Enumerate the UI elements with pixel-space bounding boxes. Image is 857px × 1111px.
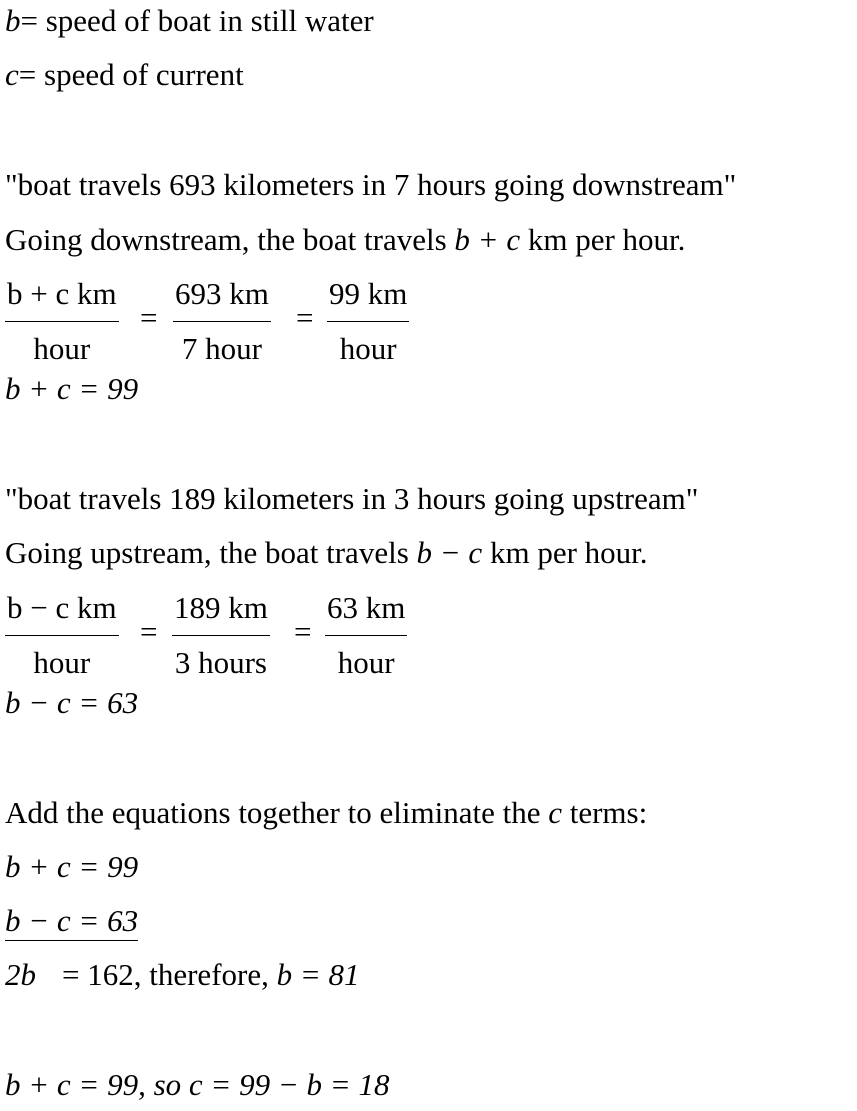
upstream-quote: "boat travels 189 kilometers in 3 hours going upstream" [5, 481, 699, 516]
downstream-frac1-numerator: b + c km [5, 278, 119, 322]
downstream-fraction-1 [5, 278, 119, 364]
downstream-frac3-denominator: hour [339, 331, 397, 366]
downstream-frac2-denominator: 7 hour [181, 331, 262, 366]
upstream-frac2-denominator: 3 hours [174, 645, 267, 680]
elimination-var: c [548, 795, 562, 830]
downstream-frac1-denominator: hour [33, 331, 91, 366]
upstream-intro [5, 537, 648, 568]
downstream-equals-1: = [140, 300, 158, 335]
downstream-frac2-numerator: 693 km [173, 278, 271, 322]
downstream-quote: "boat travels 693 kilometers in 7 hours going downstream" [5, 167, 737, 202]
elimination-eq1: b + c = 99 [5, 849, 139, 884]
upstream-frac2-numerator: 189 km [172, 592, 270, 636]
elimination-sum-rhs: = 162, therefore, [62, 957, 277, 992]
upstream-frac1-numerator: b − c km [5, 592, 119, 636]
final-eq: b + c = 99, so [5, 1067, 189, 1102]
upstream-result: b − c = 63 [5, 685, 139, 720]
upstream-intro-suffix: km per hour. [482, 535, 648, 570]
elimination-intro [5, 797, 647, 828]
elimination-sum [5, 959, 360, 990]
elimination-eq2: b − c = 63 [5, 903, 138, 941]
definition-b [5, 5, 374, 36]
elimination-intro-text: Add the equations together to eliminate the [5, 795, 549, 830]
downstream-fraction-3 [327, 278, 409, 364]
downstream-equals-2: = [296, 300, 314, 335]
downstream-intro [5, 224, 685, 255]
downstream-result: b + c = 99 [5, 371, 139, 406]
upstream-fraction-1 [5, 592, 119, 678]
upstream-equals-2: = [294, 614, 312, 649]
elimination-eq2-row [5, 905, 138, 936]
upstream-intro-text: Going upstream, the boat travels [5, 535, 417, 570]
downstream-rate-expr: b + c [454, 222, 521, 257]
variable-b: b [5, 3, 21, 38]
definition-b-text: = speed of boat in still water [20, 3, 374, 38]
upstream-frac3-denominator: hour [337, 645, 395, 680]
elimination-intro-suffix: terms: [561, 795, 648, 830]
upstream-frac1-denominator: hour [33, 645, 91, 680]
elimination-sum-result: b = 81 [276, 957, 360, 992]
downstream-fraction-2 [173, 278, 271, 364]
final-result: c = 99 − b = 18 [188, 1067, 390, 1102]
definition-c-text: = speed of current [18, 57, 244, 92]
downstream-frac3-numerator: 99 km [327, 278, 409, 322]
upstream-equals-1: = [140, 614, 158, 649]
definition-c [5, 59, 244, 90]
elimination-sum-lhs: 2b [5, 957, 36, 992]
final-line [5, 1069, 389, 1100]
downstream-intro-suffix: km per hour. [520, 222, 686, 257]
downstream-intro-text: Going downstream, the boat travels [5, 222, 455, 257]
upstream-frac3-numerator: 63 km [325, 592, 407, 636]
upstream-fraction-2 [172, 592, 270, 678]
upstream-fraction-3 [325, 592, 407, 678]
variable-c: c [5, 57, 19, 92]
upstream-rate-expr: b − c [416, 535, 483, 570]
